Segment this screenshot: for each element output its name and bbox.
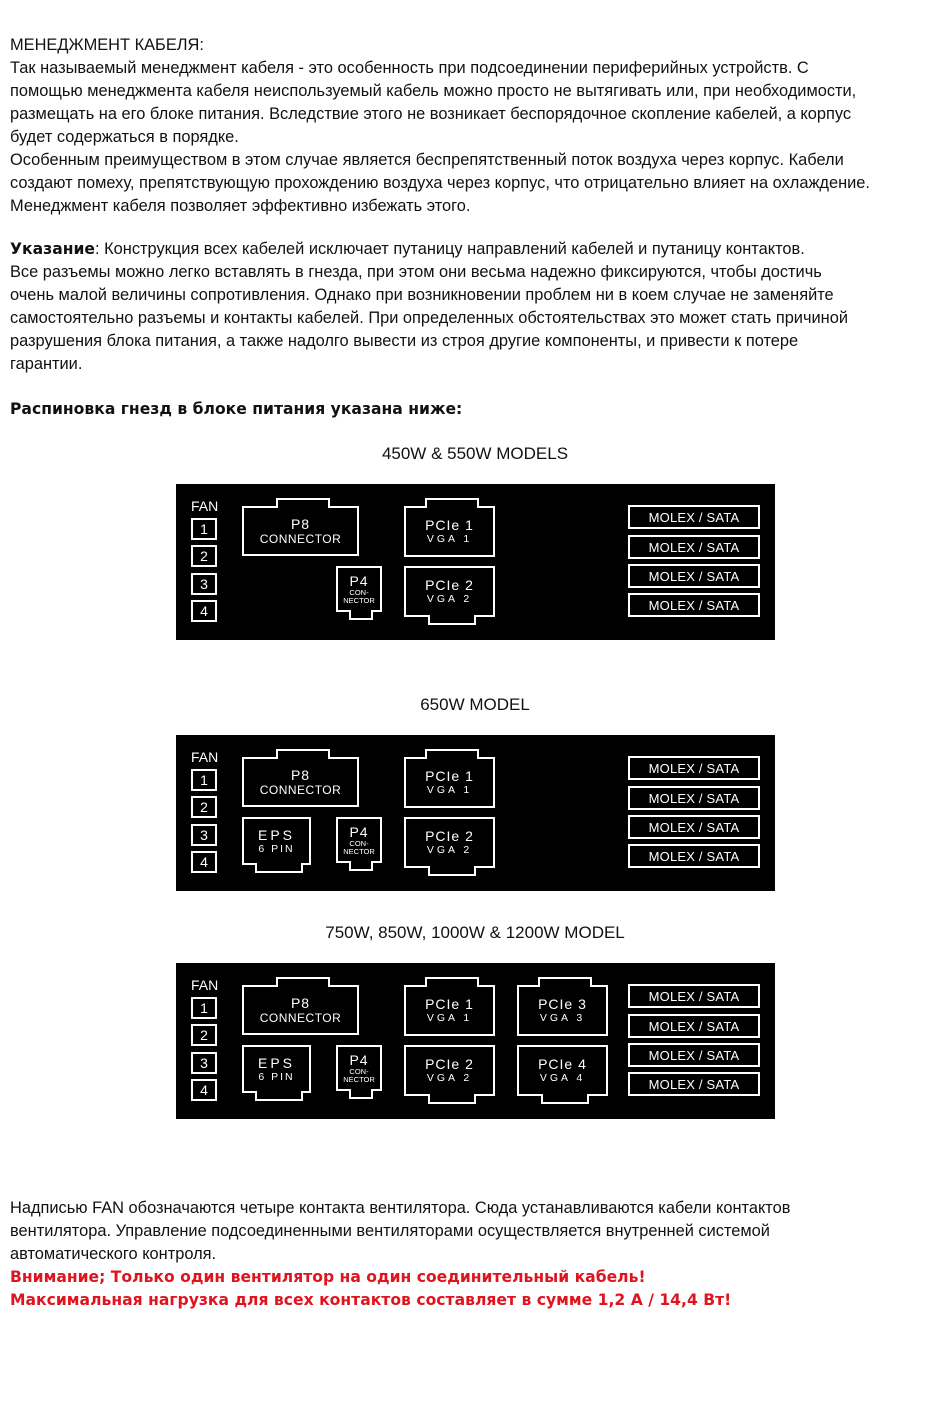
fan-note-line: вентилятора. Управление подсоединенными вентиляторами осуществляется внутренней системой (10, 1222, 770, 1240)
nector-label: NECTOR (343, 595, 375, 605)
fan-pin-3: 3 (191, 1052, 217, 1074)
p8-label: P8 (290, 766, 311, 783)
cable-management-section (10, 34, 940, 218)
pcie1-socket (404, 506, 495, 557)
warning-text: Внимание; Только один вентилятор на один соединительный кабель! (10, 1268, 646, 1286)
fan-pin-3: 3 (191, 824, 217, 846)
eps-pin-label: 6 PIN (258, 842, 295, 855)
model-title: 450W & 550W MODELS (381, 444, 569, 463)
nector-label: NECTOR (343, 1074, 375, 1084)
fan-note-line: автоматического контроля. (10, 1245, 217, 1263)
molex-sata-socket: MOLEX / SATA (628, 786, 760, 810)
pcie2-socket (404, 1045, 495, 1096)
p8-connector-socket (242, 506, 359, 556)
pcie1-label: PCIe 1 (425, 996, 474, 1012)
pcie4-socket (517, 1045, 608, 1096)
con-label: CON- (349, 587, 369, 597)
p4-label: P4 (349, 823, 369, 840)
fan-pin-1: 1 (191, 518, 217, 540)
fan-note-line: Надписью FAN обозначаются четыре контакта вентилятора. Сюда устанавливаются кабели контактов (10, 1199, 791, 1217)
pcie2-socket (404, 817, 495, 868)
p8-connector-socket (242, 985, 359, 1035)
molex-sata-socket: MOLEX / SATA (628, 564, 760, 588)
vga3-label: VGA 3 (539, 1012, 586, 1024)
pinout-heading: Распиновка гнезд в блоке питания указана ниже: (10, 400, 463, 418)
note-line: разрушения блока питания, а также надолго вывести из строя другие компоненты, и привести к потере (10, 332, 799, 350)
pcie3-socket (517, 985, 608, 1036)
connector-label: CONNECTOR (259, 1010, 342, 1025)
molex-sata-socket: MOLEX / SATA (628, 844, 760, 868)
eps-6pin-socket (242, 1045, 311, 1093)
fan-pin-1: 1 (191, 769, 217, 791)
vga1-label: VGA 1 (426, 784, 473, 796)
p4-connector-socket (336, 817, 382, 863)
con-label: CON- (349, 838, 369, 848)
intro-line: Особенным преимуществом в этом случае является беспрепятственный поток воздуха через корпус. Кабели (10, 151, 844, 169)
molex-sata-socket: MOLEX / SATA (628, 984, 760, 1008)
fan-label: FAN (191, 498, 219, 514)
eps-label: EPS (257, 1054, 295, 1071)
pcie1-socket (404, 985, 495, 1036)
vga4-label: VGA 4 (539, 1072, 586, 1084)
molex-sata-socket: MOLEX / SATA (628, 505, 760, 529)
molex-sata-socket: MOLEX / SATA (628, 756, 760, 780)
fan-pin-3: 3 (191, 573, 217, 595)
p8-label: P8 (290, 515, 311, 532)
p4-connector-socket (336, 566, 382, 612)
molex-sata-socket: MOLEX / SATA (628, 1014, 760, 1038)
pcie2-label: PCIe 2 (425, 577, 474, 593)
connector-label: CONNECTOR (259, 782, 342, 797)
note-first-text: : Конструкция всех кабелей исключает путаницу направлений кабелей и путаницу контактов. (95, 240, 805, 258)
pinout-heading-wrap (10, 398, 940, 421)
intro-line: Так называемый менеджмент кабеля - это особенность при подсоединении периферийных устройств. С (10, 59, 809, 77)
intro-line: размещать на его блоке питания. Вследствие этого не возникает беспорядочное скопление кабелей, а корпус (10, 105, 852, 123)
warning-text: Максимальная нагрузка для всех контактов составляет в сумме 1,2 А / 14,4 Вт! (10, 1291, 732, 1309)
pcie2-label: PCIe 2 (425, 828, 474, 844)
fan-label: FAN (191, 977, 219, 993)
note-label: Указание (10, 240, 95, 258)
note-line: самостоятельно разъемы и контакты кабелей. При определенных обстоятельствах это может стать причиной (10, 309, 848, 327)
intro-line: будет содержаться в порядке. (10, 128, 239, 146)
pcie2-socket (404, 566, 495, 617)
molex-sata-socket: MOLEX / SATA (628, 1043, 760, 1067)
note-line: очень малой величины сопротивления. Однако при возникновении проблем ни в коем случае не заменяйте (10, 286, 834, 304)
molex-sata-socket: MOLEX / SATA (628, 815, 760, 839)
vga1-label: VGA 1 (426, 1012, 473, 1024)
intro-line: создают помеху, препятствующую прохождению воздуха через корпус, что отрицательно влияет на охлаждение. (10, 174, 870, 192)
eps-label: EPS (257, 826, 295, 843)
connector-label: CONNECTOR (259, 531, 342, 546)
psu-panel-450-550 (176, 484, 775, 640)
model-title: 750W, 850W, 1000W & 1200W MODEL (325, 923, 625, 942)
eps-pin-label: 6 PIN (258, 1070, 295, 1083)
pcie1-label: PCIe 1 (425, 768, 474, 784)
section-heading: МЕНЕДЖМЕНТ КАБЕЛЯ: (10, 36, 204, 54)
nector-label: NECTOR (343, 846, 375, 856)
vga2-label: VGA 2 (426, 844, 473, 856)
note-line: гарантии. (10, 355, 83, 373)
psu-panel-750-1200 (176, 963, 775, 1119)
con-label: CON- (349, 1066, 369, 1076)
vga1-label: VGA 1 (426, 533, 473, 545)
molex-sata-socket: MOLEX / SATA (628, 593, 760, 617)
fan-pin-4: 4 (191, 600, 217, 622)
p4-label: P4 (349, 572, 369, 589)
pcie1-socket (404, 757, 495, 808)
pcie1-label: PCIe 1 (425, 517, 474, 533)
molex-sata-socket: MOLEX / SATA (628, 1072, 760, 1096)
vga2-label: VGA 2 (426, 1072, 473, 1084)
fan-pin-2: 2 (191, 545, 217, 567)
p4-label: P4 (349, 1051, 369, 1068)
fan-label: FAN (191, 749, 219, 765)
note-line: Все разъемы можно легко вставлять в гнезда, при этом они весьма надежно фиксируются, чтобы достичь (10, 263, 822, 281)
vga2-label: VGA 2 (426, 593, 473, 605)
fan-pin-4: 4 (191, 1079, 217, 1101)
pcie2-label: PCIe 2 (425, 1056, 474, 1072)
intro-line: помощью менеджмента кабеля неиспользуемый кабель можно просто не вытягивать или, при необходимости, (10, 82, 857, 100)
molex-sata-socket: MOLEX / SATA (628, 535, 760, 559)
intro-line: Менеджмент кабеля позволяет эффективно избежать этого. (10, 197, 471, 215)
fan-pin-4: 4 (191, 851, 217, 873)
pcie3-label: PCIe 3 (538, 996, 587, 1012)
p4-connector-socket (336, 1045, 382, 1091)
fan-pin-1: 1 (191, 997, 217, 1019)
eps-6pin-socket (242, 817, 311, 865)
note-first-line (10, 238, 940, 261)
fan-pin-2: 2 (191, 796, 217, 818)
note-section (10, 238, 940, 376)
p8-label: P8 (290, 994, 311, 1011)
fan-pin-2: 2 (191, 1024, 217, 1046)
fan-note-section (10, 1197, 940, 1312)
p8-connector-socket (242, 757, 359, 807)
psu-panel-650 (176, 735, 775, 891)
pcie4-label: PCIe 4 (538, 1056, 587, 1072)
model-title: 650W MODEL (420, 695, 530, 714)
